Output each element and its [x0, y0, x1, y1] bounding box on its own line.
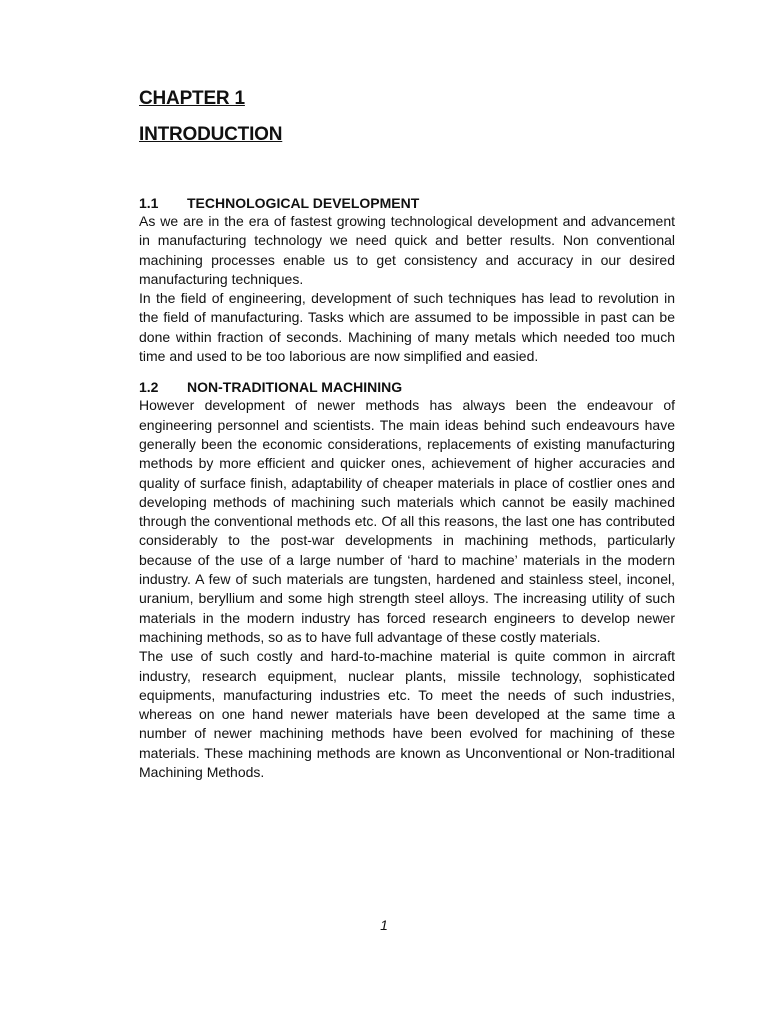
page-number: 1 [380, 917, 388, 933]
section-number: 1.2 [139, 379, 159, 396]
section-title: NON-TRADITIONAL MACHINING [187, 379, 403, 396]
paragraph: As we are in the era of fastest growing technological development and advancement in manufacturing technology we need quick and better results. Non conventional machining processes enable us to get consistency and accuracy in our desired manufacturing techniques. [139, 213, 675, 287]
section-title: TECHNOLOGICAL DEVELOPMENT [187, 195, 420, 211]
section-heading-1-2 [139, 378, 675, 396]
paragraph: In the field of engineering, development of such techniques has lead to revolution in the field of manufacturing. Tasks which are assumed to be impossible in past can be done within fraction of seconds. Machining of many metals which needed too much time and used to be too laborious are now simplified and easied. [139, 290, 675, 365]
paragraph: However development of newer methods has always been the endeavour of engineering personnel and scientists. The main ideas behind such endeavours have generally been the economic considerations, replacements of existing manufacturing methods by more efficient and quicker ones, achievement of higher accuracies and quality of surface finish, adaptability of cheaper materials in place of costlier ones and developing methods of machining such materials which cannot be easily machined through the conventional methods etc. Of all this reasons, the last one has contributed considerably to the post-war developments in machining methods, particularly because of the use of a large number of ‘hard to machine’ materials in the modern industry. A few of such materials are tungsten, hardened and stainless steel, inconel, uranium, beryllium and some high strength steel alloys. The increasing utility of such materials in the modern industry has forced research engineers to develop newer machining methods, so as to have full advantage of these costly materials. [139, 397, 675, 645]
section-number: 1.1 [139, 195, 159, 211]
paragraph: The use of such costly and hard-to-machine material is quite common in aircraft industry, research equipment, nuclear plants, missile technology, sophisticated equipments, manufacturing industries etc. To meet the needs of such industries, whereas on one hand newer materials have been developed at the same time a number of newer machining methods have been evolved for machining of these materials. These machining methods are known as Unconventional or Non-traditional Machining Methods. [139, 648, 675, 781]
chapter-label: CHAPTER 1 [139, 88, 245, 109]
section-heading-1-1 [139, 194, 675, 212]
chapter-title: INTRODUCTION [139, 124, 283, 145]
document-page [139, 86, 675, 782]
